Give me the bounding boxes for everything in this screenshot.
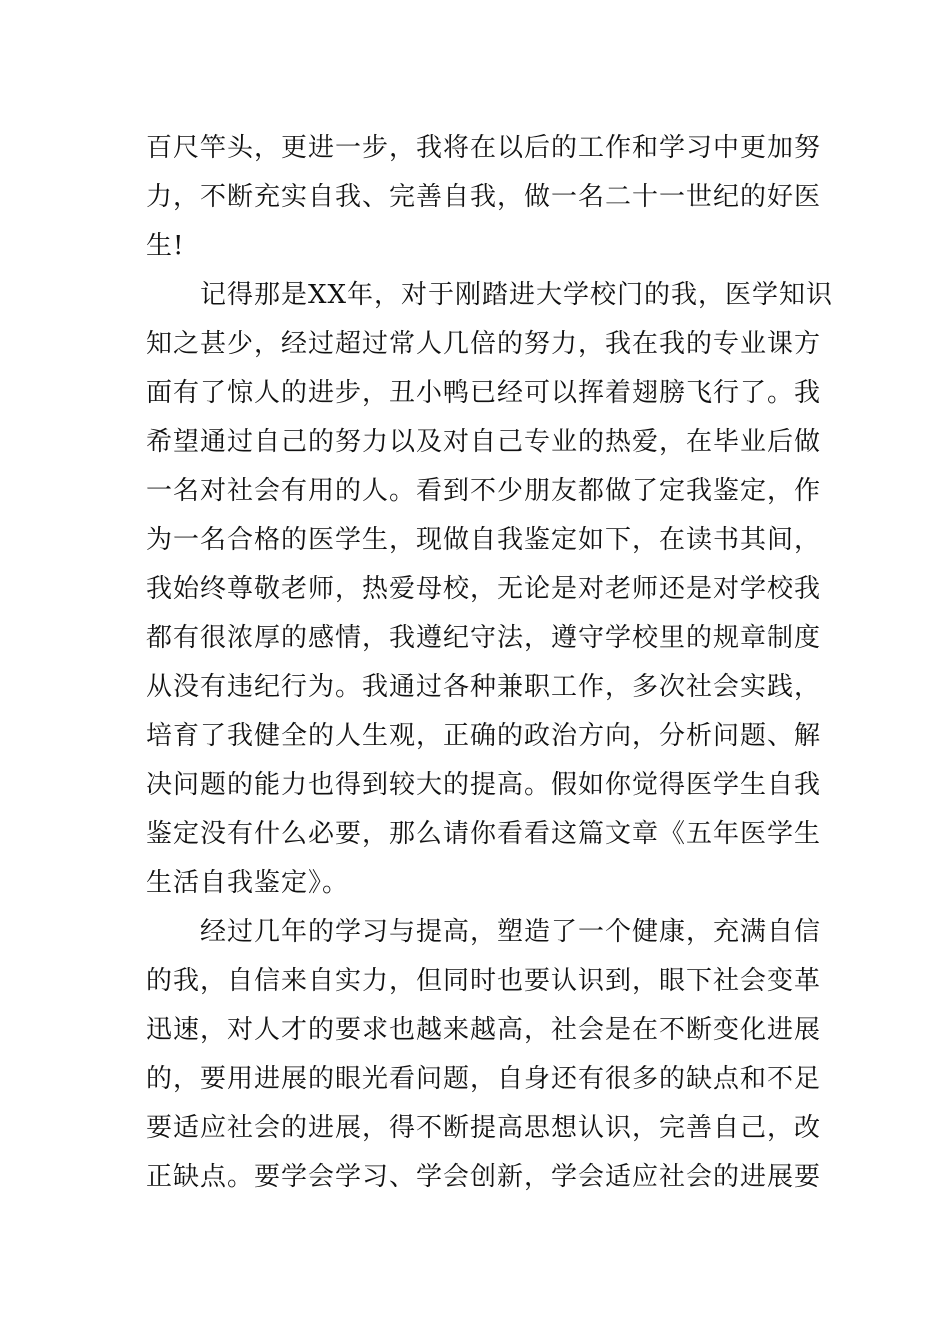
text-line: 力，不断充实自我、完善自我，做一名二十一世纪的好医 (146, 182, 822, 212)
text-line: 的我，自信来自实力，但同时也要认识到，眼下社会变革 (146, 966, 822, 996)
body-text (146, 124, 834, 1202)
text-line: 经过几年的学习与提高，塑造了一个健康，充满自信 (146, 917, 822, 947)
text-line: 决问题的能力也得到较大的提高。假如你觉得医学生自我 (146, 770, 822, 800)
text-line: 要适应社会的进展，得不断提高思想认识，完善自己，改 (146, 1113, 822, 1143)
text-line: 面有了惊人的进步，丑小鸭已经可以挥着翅膀飞行了。我 (146, 378, 822, 408)
text-line: 培育了我健全的人生观，正确的政治方向，分析问题、解 (146, 721, 822, 751)
text-line: 一名对社会有用的人。看到不少朋友都做了定我鉴定，作 (146, 476, 822, 506)
text-line: 我始终尊敬老师，热爱母校，无论是对老师还是对学校我 (146, 574, 822, 604)
text-line: 迅速，对人才的要求也越来越高，社会是在不断变化进展 (146, 1015, 822, 1045)
text-line: 知之甚少，经过超过常人几倍的努力，我在我的专业课方 (146, 329, 822, 359)
text-line: 正缺点。要学会学习、学会创新，学会适应社会的进展要 (146, 1162, 822, 1192)
text-line: 希望通过自己的努力以及对自己专业的热爱，在毕业后做 (146, 427, 822, 457)
text-line: 记得那是XX年，对于刚踏进大学校门的我，医学知识 (146, 280, 834, 310)
text-line: 百尺竿头，更进一步，我将在以后的工作和学习中更加努 (146, 133, 822, 163)
text-line: 的，要用进展的眼光看问题，自身还有很多的缺点和不足 (146, 1064, 822, 1094)
text-line: 从没有违纪行为。我通过各种兼职工作，多次社会实践， (146, 672, 822, 702)
text-line: 为一名合格的医学生，现做自我鉴定如下，在读书其间， (146, 525, 822, 555)
text-line: 生活自我鉴定》。 (146, 868, 350, 898)
text-line: 鉴定没有什么必要，那么请你看看这篇文章《五年医学生 (146, 819, 822, 849)
text-line: 生! (146, 231, 185, 261)
text-line: 都有很浓厚的感情，我遵纪守法，遵守学校里的规章制度 (146, 623, 822, 653)
